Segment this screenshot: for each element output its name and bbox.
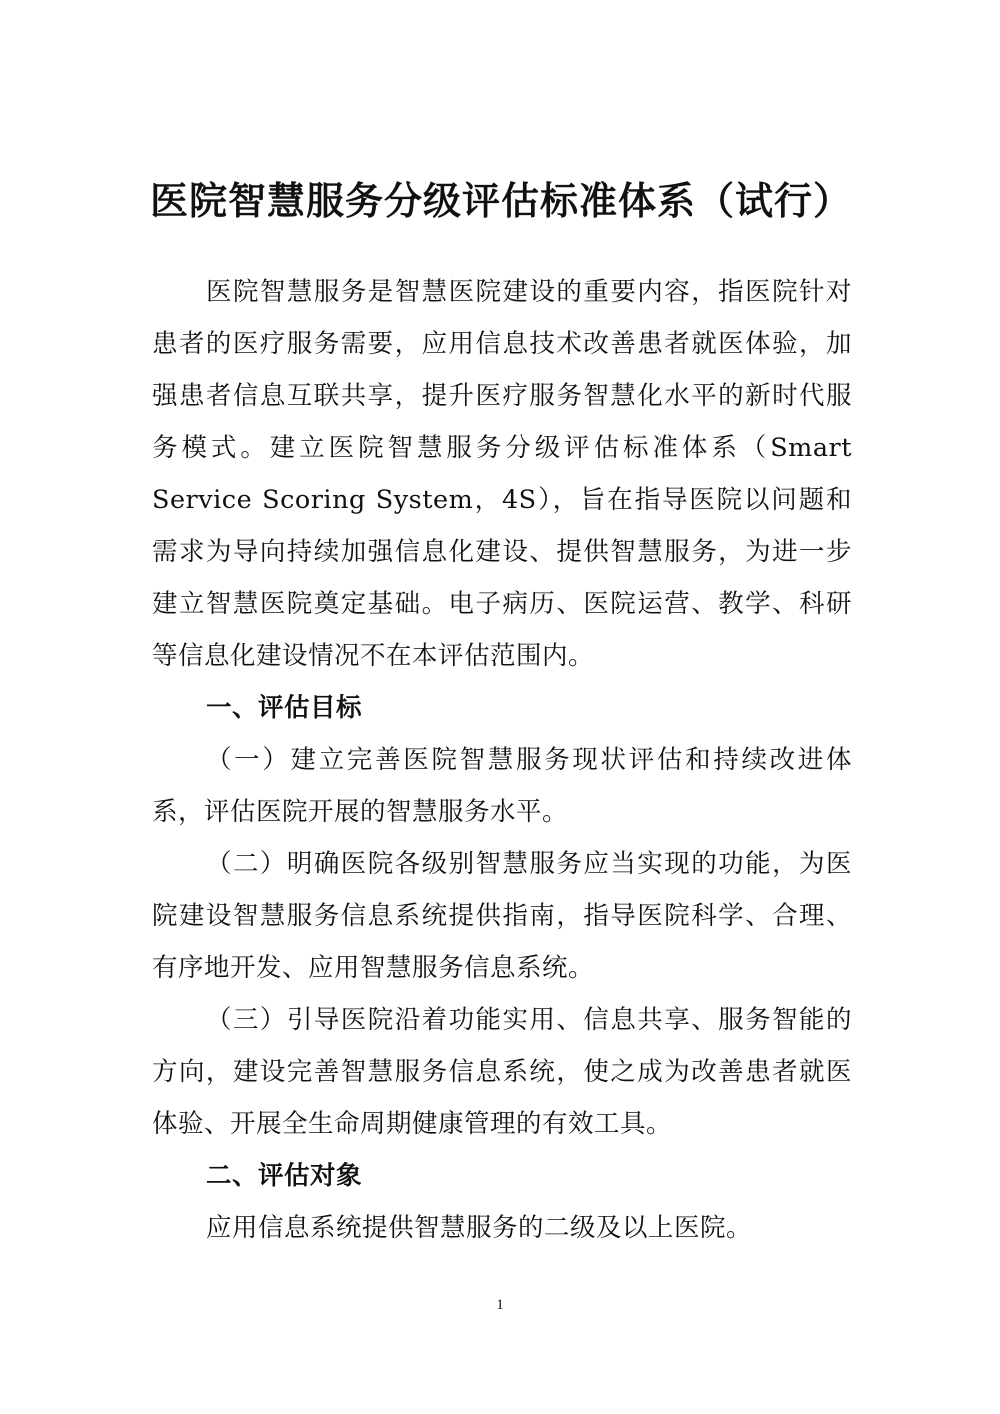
goal-paragraph-3: （三）引导医院沿着功能实用、信息共享、服务智能的方向，建设完善智慧服务信息系统，使之成为改善患者就医体验、开展全生命周期健康管理的有效工具。 [152,1005,852,1139]
document-title: 医院智慧服务分级评估标准体系（试行） [150,178,853,223]
section-heading-evaluation-goals: 一、评估目标 [206,693,363,723]
goal-paragraph-1: （一）建立完善医院智慧服务现状评估和持续改进体系，评估医院开展的智慧服务水平。 [152,745,852,827]
intro-paragraph: 医院智慧服务是智慧医院建设的重要内容，指医院针对患者的医疗服务需要，应用信息技术改善患者就医体验，加强患者信息互联共享，提升医疗服务智慧化水平的新时代服务模式。建立医院智慧服务分级评估标准体系（Smart Service Scoring System，4S），旨在指导医院以问题和需求为导向持续加强信息化建设、提供智慧服务，为进一步建立智慧医院奠定基础。电子病历、医院运营、教学、科研等信息化建设情况不在本评估范围内。 [152,277,852,671]
target-paragraph: 应用信息系统提供智慧服务的二级及以上医院。 [206,1213,753,1243]
page-number: 1 [496,1297,504,1313]
goal-paragraph-2: （二）明确医院各级别智慧服务应当实现的功能，为医院建设智慧服务信息系统提供指南，指导医院科学、合理、有序地开发、应用智慧服务信息系统。 [152,849,852,983]
section-heading-evaluation-targets: 二、评估对象 [206,1161,363,1191]
